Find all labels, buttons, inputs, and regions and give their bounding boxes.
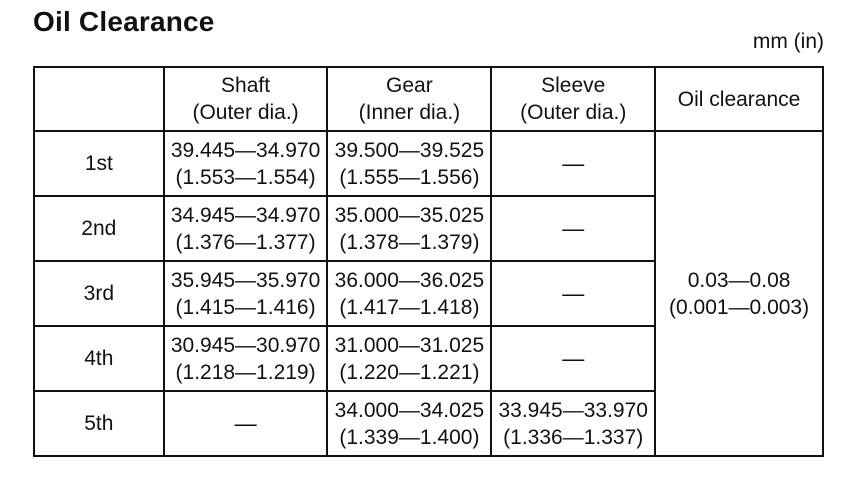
shaft-cell [164, 261, 328, 326]
row-label: 2nd [34, 196, 164, 261]
gear-in: (1.417—1.418) [339, 295, 480, 319]
header-sleeve [491, 67, 655, 131]
header-sleeve-title: Sleeve [541, 74, 606, 97]
header-oil-clearance [655, 67, 823, 131]
sleeve-cell [491, 261, 655, 326]
shaft-in: (1.415—1.416) [175, 295, 316, 319]
sleeve-mm: 33.945—33.970 [498, 398, 648, 422]
sleeve-empty-dash: — [562, 280, 585, 306]
header-gear-subtitle: (Inner dia.) [358, 101, 461, 124]
gear-cell [327, 196, 491, 261]
shaft-mm: 39.445—34.970 [170, 138, 321, 162]
gear-mm: 36.000—36.025 [334, 268, 485, 292]
shaft-cell [164, 131, 328, 196]
header-gear-title: Gear [386, 74, 433, 97]
header-gear [327, 67, 491, 131]
shaft-cell [164, 196, 328, 261]
row-label: 3rd [34, 261, 164, 326]
row-label: 4th [34, 326, 164, 391]
shaft-in: (1.376—1.377) [175, 230, 316, 254]
oil-clearance-in: (0.001—0.003) [669, 295, 810, 319]
sleeve-cell [491, 196, 655, 261]
shaft-cell [164, 391, 328, 456]
header-oil-clearance-title: Oil clearance [677, 87, 801, 111]
gear-mm: 39.500—39.525 [334, 138, 485, 162]
gear-cell [327, 326, 491, 391]
table-header-row [34, 67, 823, 131]
gear-mm: 35.000—35.025 [334, 203, 485, 227]
header-shaft-title: Shaft [221, 74, 271, 97]
shaft-cell [164, 326, 328, 391]
oil-clearance-mm: 0.03—0.08 [687, 268, 791, 292]
header-sleeve-subtitle: (Outer dia.) [520, 101, 627, 124]
header-shaft-subtitle: (Outer dia.) [192, 101, 299, 124]
sleeve-empty-dash: — [562, 215, 585, 241]
gear-in: (1.220—1.221) [339, 360, 480, 384]
oil-clearance-cell [655, 131, 823, 456]
header-shaft [164, 67, 328, 131]
units-label: mm (in) [752, 30, 824, 53]
sleeve-cell [491, 131, 655, 196]
page-title: Oil Clearance [33, 6, 215, 37]
gear-cell [327, 391, 491, 456]
gear-in: (1.378—1.379) [339, 230, 480, 254]
sleeve-in: (1.336—1.337) [503, 425, 644, 449]
gear-cell [327, 131, 491, 196]
shaft-in: (1.218—1.219) [175, 360, 316, 384]
shaft-mm: 35.945—35.970 [170, 268, 321, 292]
shaft-mm: 34.945—34.970 [170, 203, 321, 227]
shaft-empty-dash: — [234, 410, 257, 436]
gear-in: (1.555—1.556) [339, 165, 480, 189]
sleeve-empty-dash: — [562, 150, 585, 176]
shaft-in: (1.553—1.554) [175, 165, 316, 189]
table-row [34, 131, 823, 196]
sleeve-empty-dash: — [562, 345, 585, 371]
gear-in: (1.339—1.400) [339, 425, 480, 449]
gear-cell [327, 261, 491, 326]
gear-mm: 31.000—31.025 [334, 333, 485, 357]
sleeve-cell [491, 391, 655, 456]
row-label: 5th [34, 391, 164, 456]
header-blank-cell [34, 67, 164, 131]
row-label: 1st [34, 131, 164, 196]
shaft-mm: 30.945—30.970 [170, 333, 321, 357]
oil-clearance-table [33, 66, 824, 457]
gear-mm: 34.000—34.025 [334, 398, 485, 422]
sleeve-cell [491, 326, 655, 391]
